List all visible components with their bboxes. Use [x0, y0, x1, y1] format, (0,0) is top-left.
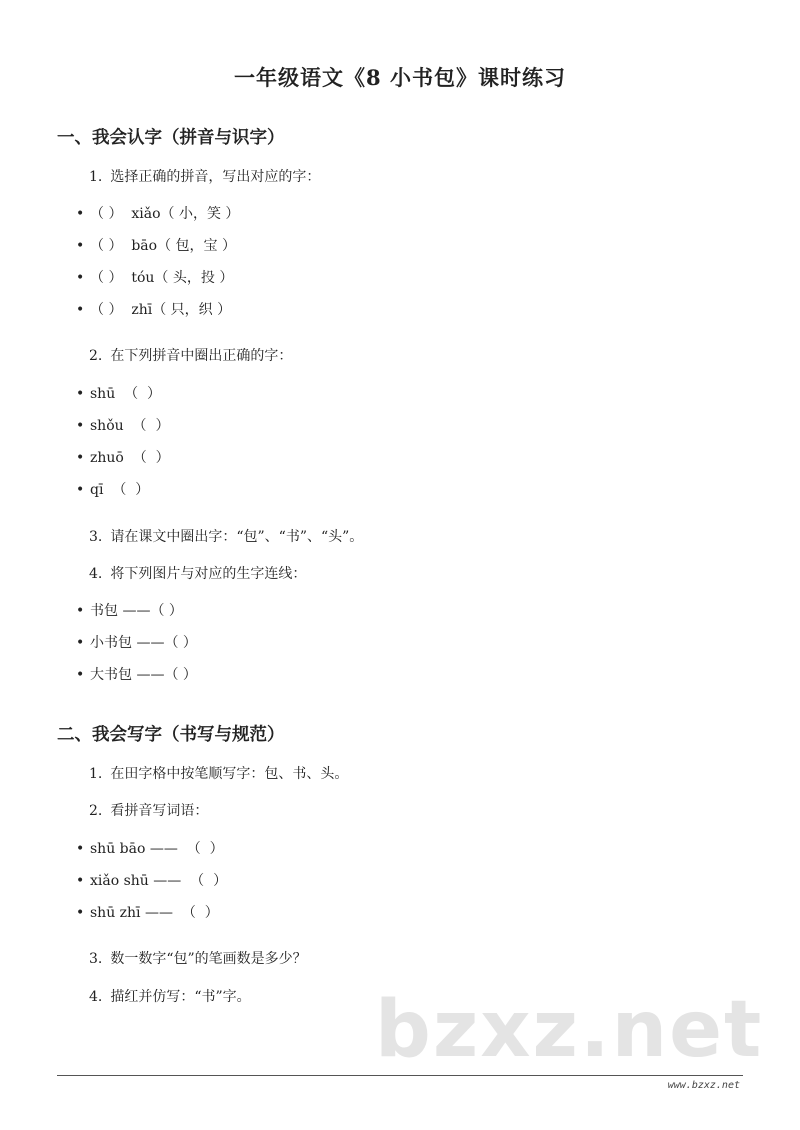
list-item: • zhuō （ ）: [76, 450, 170, 466]
bullet-icon: •: [76, 873, 85, 889]
list-item: • shǒu （ ）: [76, 418, 170, 434]
question-text: 在田字格中按笔顺写字：包、书、头。: [110, 766, 349, 782]
bullet-icon: •: [76, 905, 85, 921]
question-text: 看拼音写词语：: [110, 803, 209, 819]
bullet-icon: •: [76, 238, 85, 254]
question-number: 3.: [89, 951, 103, 967]
list-item: • qī （ ）: [76, 482, 150, 498]
list-item: • 小书包 ——（ ）: [76, 635, 197, 651]
question-2-2: [89, 800, 208, 820]
bullet-icon: •: [76, 302, 85, 318]
question-1-2: [89, 345, 292, 365]
question-text: 将下列图片与对应的生字连线：: [110, 566, 307, 582]
list-item: • （ ） xiǎo（ 小，笑 ）: [76, 206, 240, 222]
question-number: 3.: [89, 529, 103, 545]
question-text: 请在课文中圈出字：“包”、“书”、“头”。: [110, 529, 364, 545]
question-number: 2.: [89, 803, 103, 819]
list-item: • 书包 ——（ ）: [76, 603, 183, 619]
list-item: • （ ） tóu（ 头，投 ）: [76, 270, 234, 286]
question-1-3: [89, 526, 363, 546]
bullet-icon: •: [76, 841, 85, 857]
bullet-icon: •: [76, 450, 85, 466]
question-number: 2.: [89, 348, 103, 364]
bullet-icon: •: [76, 482, 85, 498]
question-number: 1.: [89, 169, 103, 185]
bullet-icon: •: [76, 418, 85, 434]
list-item: • （ ） bāo（ 包，宝 ）: [76, 238, 236, 254]
list-item: • （ ） zhī（ 只，织 ）: [76, 302, 232, 318]
footer-url: www.bzxz.net: [667, 1080, 740, 1091]
list-item: • shū zhī —— （ ）: [76, 905, 219, 921]
list-item: • 大书包 ——（ ）: [76, 667, 197, 683]
question-number: 4.: [89, 566, 103, 582]
bullet-icon: •: [76, 635, 85, 651]
section-heading-1: 一、我会认字（拼音与识字）: [57, 128, 285, 148]
question-text: 在下列拼音中圈出正确的字：: [110, 348, 293, 364]
list-item: • shū bāo —— （ ）: [76, 841, 224, 857]
bullet-icon: •: [76, 386, 85, 402]
footer-divider: [57, 1075, 743, 1076]
question-text: 描红并仿写：“书”字。: [110, 989, 251, 1005]
question-text: 数一数字“包”的笔画数是多少？: [110, 951, 307, 967]
list-item: • shū （ ）: [76, 386, 162, 402]
bullet-icon: •: [76, 270, 85, 286]
bullet-icon: •: [76, 667, 85, 683]
question-1-1: [89, 166, 320, 186]
question-number: 4.: [89, 989, 103, 1005]
bullet-icon: •: [76, 603, 85, 619]
question-2-1: [89, 763, 348, 783]
list-item: • xiǎo shū —— （ ）: [76, 873, 228, 889]
section-heading-2: 二、我会写字（书写与规范）: [57, 725, 285, 745]
question-2-3: [89, 948, 307, 968]
question-2-4: [89, 986, 251, 1006]
bullet-icon: •: [76, 206, 85, 222]
watermark: bzxz.net: [375, 985, 764, 1075]
page-title: 一年级语文《8 小书包》课时练习: [234, 65, 566, 90]
question-number: 1.: [89, 766, 103, 782]
question-text: 选择正确的拼音，写出对应的字：: [110, 169, 321, 185]
question-1-4: [89, 563, 306, 583]
